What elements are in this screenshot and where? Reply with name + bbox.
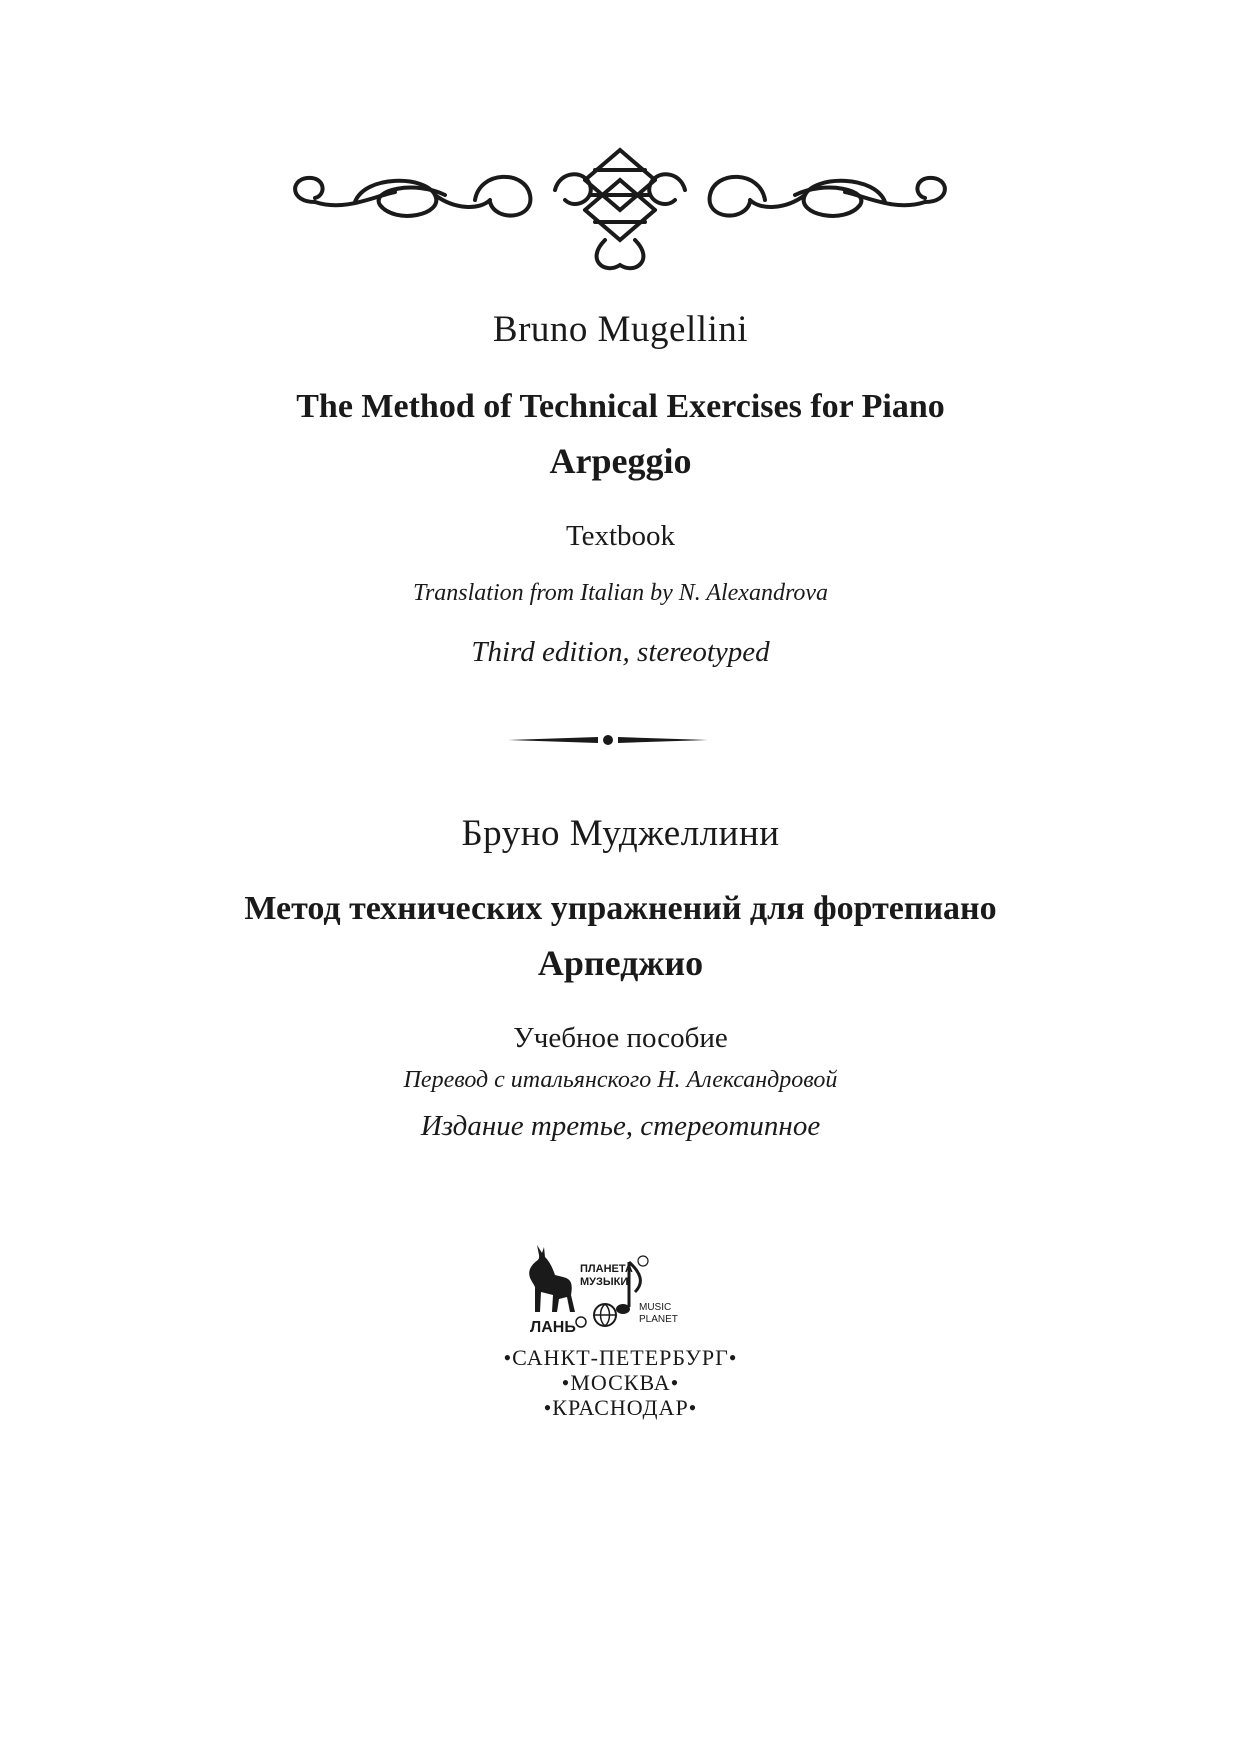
translation-note-russian: Перевод с итальянского Н. Александровой [403,1067,838,1093]
author-name-russian: Бруно Муджеллини [461,813,780,854]
book-title-russian: Метод технических упражнений для фортепиано [244,890,997,927]
flourish-ornament-icon [285,140,955,275]
edition-note-english: Third edition, stereotyped [471,636,770,668]
svg-text:МУЗЫКИ: МУЗЫКИ [580,1276,629,1288]
city-moscow: •МОСКВА• [561,1370,680,1395]
divider-ornament-icon [508,730,708,750]
book-subtitle-russian: Арпеджио [537,943,704,983]
book-type-russian: Учебное пособие [513,1022,728,1054]
edition-note-russian: Издание третье, стереотипное [420,1110,821,1142]
book-title-english: The Method of Technical Exercises for Piano [296,388,945,425]
book-subtitle-english: Arpeggio [549,441,692,481]
city-saint-petersburg: •САНКТ-ПЕТЕРБУРГ• [503,1345,738,1370]
logo-lan-text: ЛАНЬ [530,1319,576,1336]
svg-text:MUSIC: MUSIC [639,1302,672,1313]
city-krasnodar: •КРАСНОДАР• [543,1395,698,1420]
book-type-english: Textbook [565,520,676,552]
author-name-english: Bruno Mugellini [492,309,749,350]
translation-note-english: Translation from Italian by N. Alexandrova [412,580,829,606]
publisher-logo [525,1237,715,1337]
svg-text:PLANET: PLANET [639,1314,678,1325]
svg-text:ПЛАНЕТА: ПЛАНЕТА [580,1263,633,1275]
